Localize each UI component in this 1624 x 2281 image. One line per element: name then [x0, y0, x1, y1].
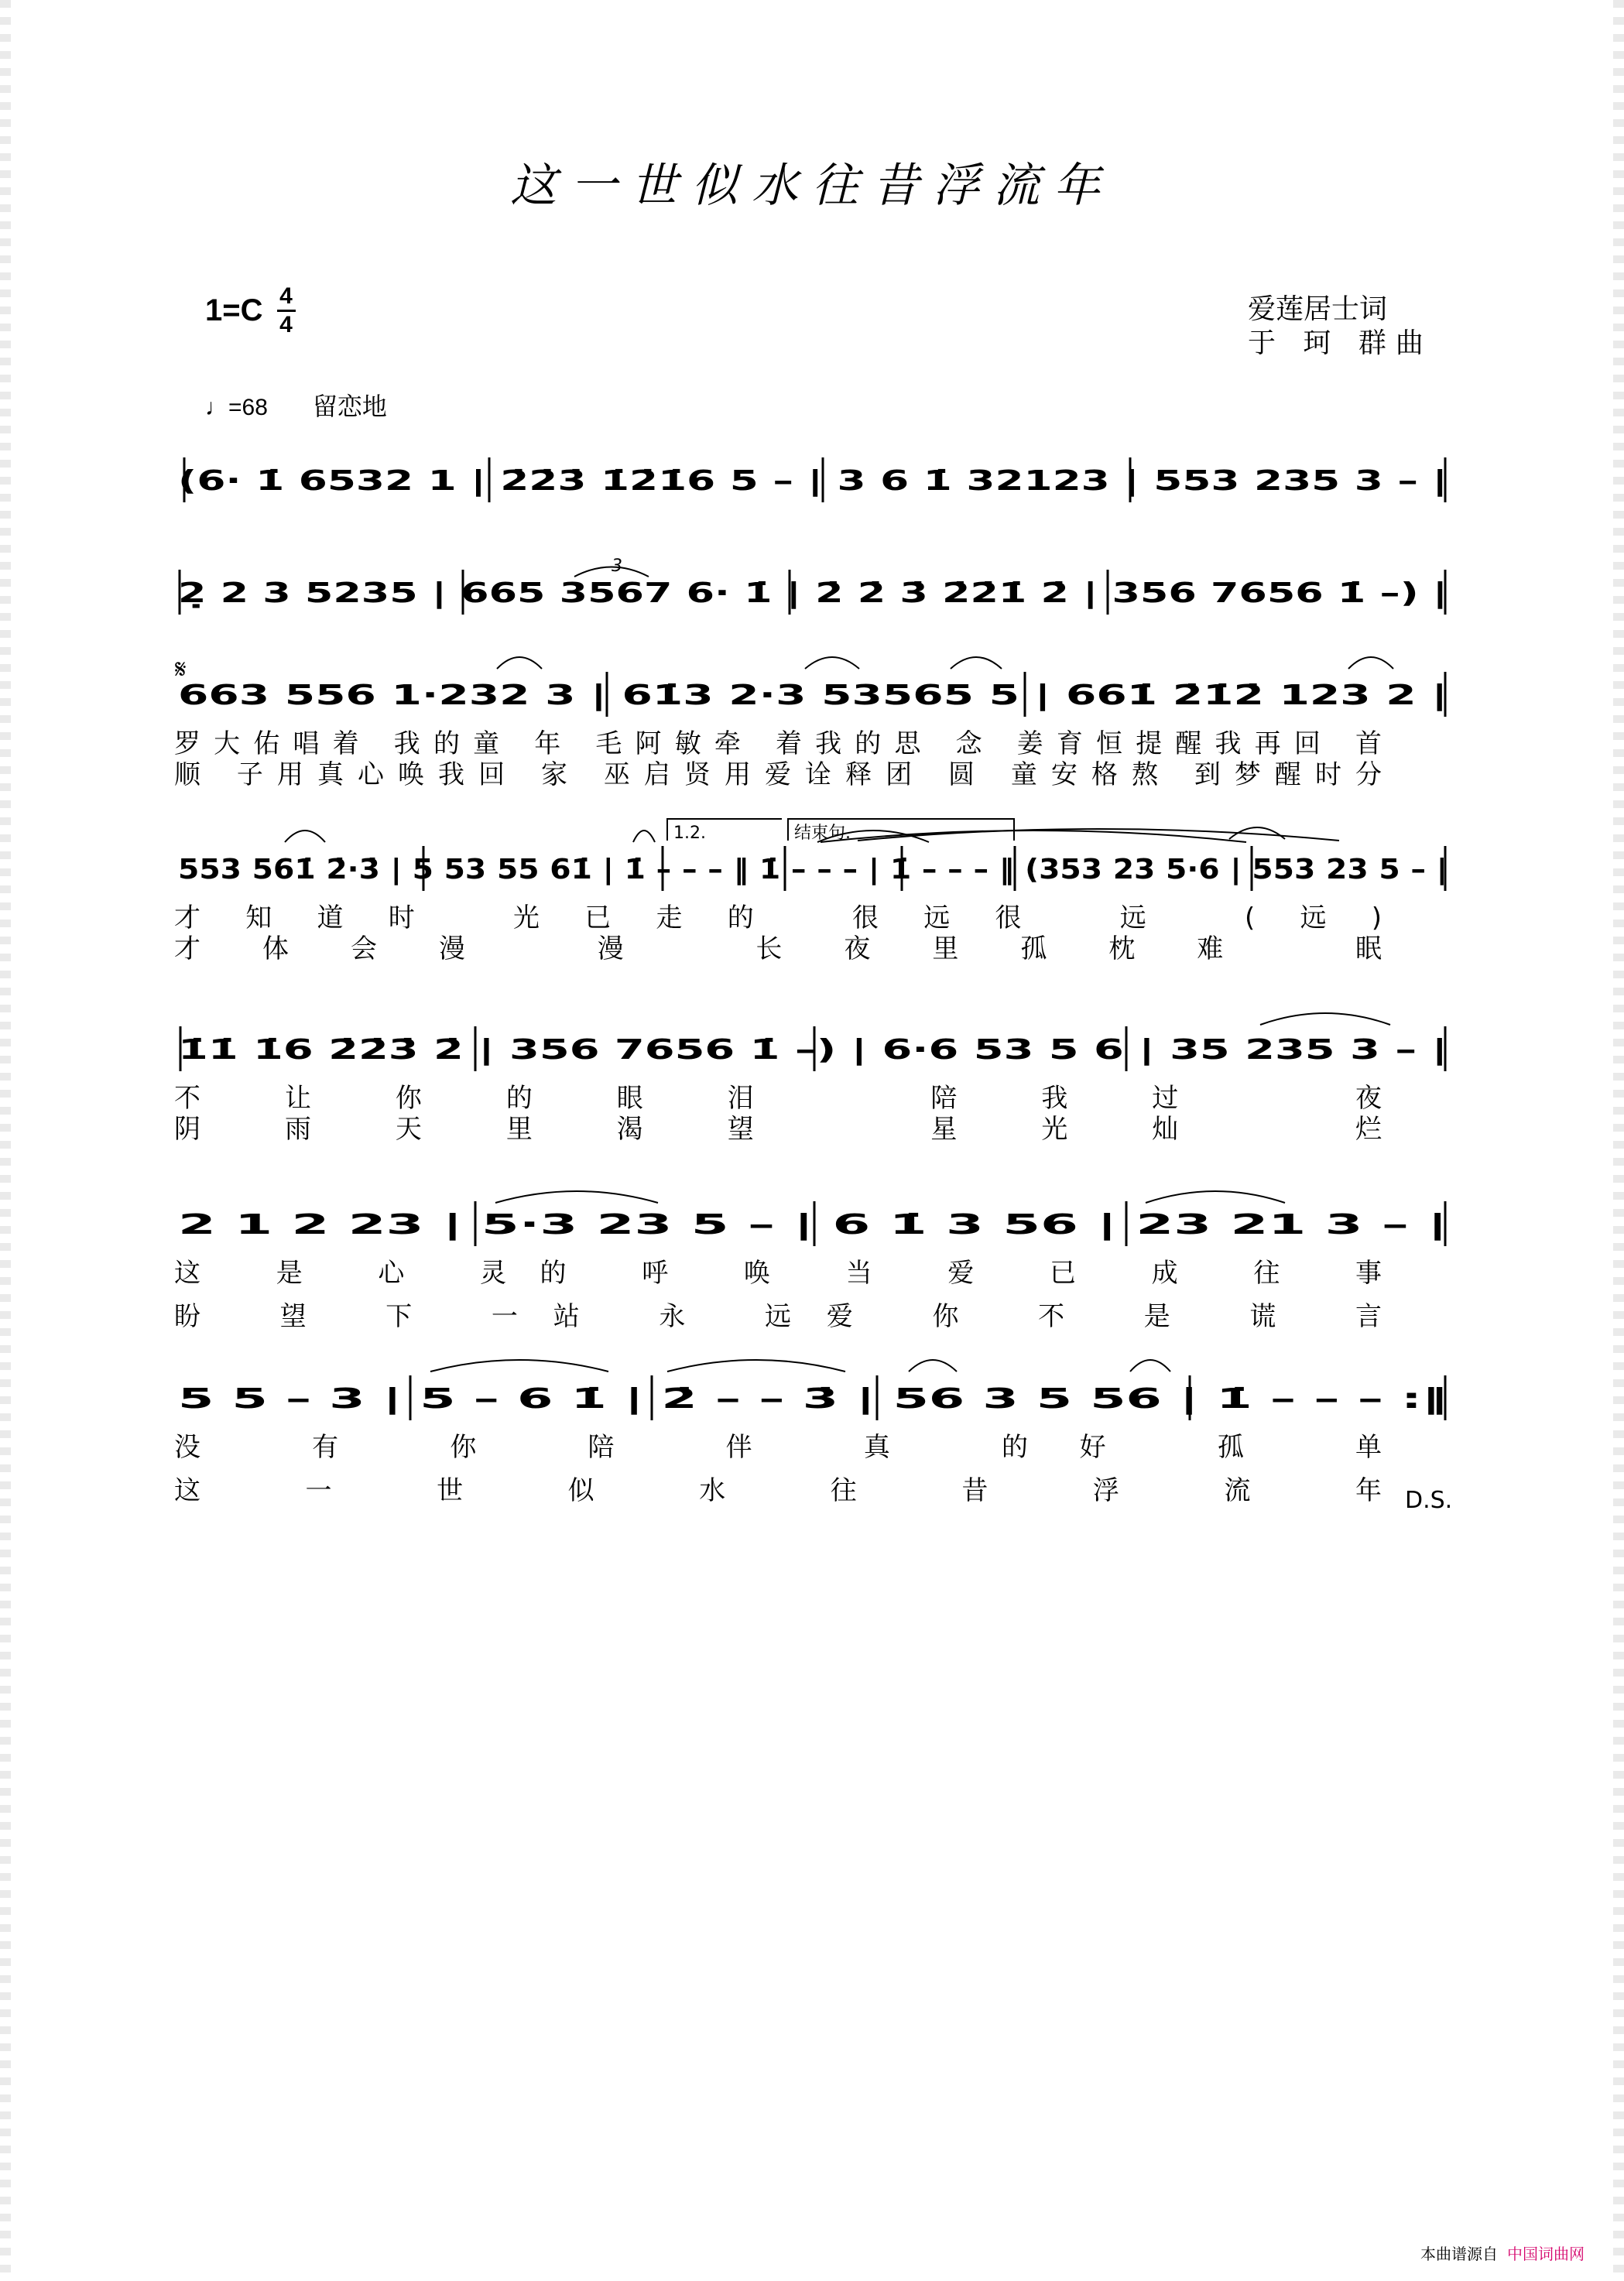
footer-brand: 中国词曲网 [1507, 2245, 1585, 2263]
song-title: 这一世似水往昔浮流年 [510, 159, 1114, 213]
slur [430, 1360, 608, 1372]
slur [1130, 1360, 1170, 1372]
slur [805, 657, 859, 669]
lyrics-verse2-row-5: 阴雨天里渴望 星光灿 烂 [174, 1114, 1382, 1145]
slur [1260, 1013, 1390, 1025]
slur [495, 1191, 658, 1203]
slur [1348, 657, 1393, 669]
lyrics-verse1-row-4: 才知道时 光已走的 很远很 远 (远) [174, 902, 1382, 933]
first-ending-label: 1.2. [673, 824, 706, 843]
footer-credit [1420, 2242, 1585, 2264]
lyrics-verse1-row-3: 罗大佑唱着 我的童 年 毛阿敏牵 着我的思 念 姜育恒提醒我再回 首 [174, 728, 1382, 759]
slur [1146, 1191, 1285, 1203]
tempo-marking: ♩=68 [205, 395, 268, 420]
lyrics-verse2-row-3: 顺 子用真心唤我回 家 巫启贤用爱诠释团 圆 童安格熬 到梦醒时分 [174, 759, 1382, 790]
slur [497, 657, 542, 669]
key-signature: 1=C [205, 293, 263, 327]
notation-row-7: 5 5 – 3 | 5 – 6 1̇ | 2̇ – – 3̇ | 56 3 5 56 | 1̇ – – – :‖ [178, 1383, 1448, 1415]
lyricist: 爱莲居士词 [1248, 293, 1388, 325]
dal-segno-mark: D.S. [1405, 1487, 1453, 1514]
slur [909, 1360, 957, 1372]
lyrics-verse1-row-6: 这 是 心 灵的 呼 唤 当 爱 已 成 往 事 [174, 1258, 1382, 1289]
slur [667, 1360, 845, 1372]
slur [858, 829, 1339, 841]
notation-row-5: 1̇1̇ 1̇6 2̇2̇3̇ 2̇ | 356 7656 1̇ –) | 6·6 53 5 6 | 35 235 3 – | [178, 1034, 1448, 1066]
time-signature-numerator: 4 [279, 283, 293, 309]
lyrics-verse1-row-5: 不让你的眼泪 陪我过 夜 [174, 1083, 1382, 1114]
time-signature-denominator: 4 [279, 312, 293, 337]
notation-row-3: 663 556 1·232 3 | 61̇3 2·3 53565 5 | 661̇ 2̇1̇2̇ 123 2 | [178, 680, 1448, 711]
footer-source: 本曲谱源自 [1420, 2245, 1498, 2263]
lyrics-verse2-row-4: 才体会漫 漫 长夜里孤枕难 眠 [174, 933, 1382, 964]
lyrics-verse1-row-7: 没 有 你 陪 伴 真 的好 孤 单 [174, 1432, 1382, 1463]
notation-row-6: 2 1 2 23 | 5·3 23 5 – | 6 1̇ 3 56 | 23 21 3 – | [178, 1209, 1448, 1241]
final-ending-label: 结束句. [794, 824, 851, 843]
expression-marking: 留恋地 [312, 392, 387, 421]
notation-row-1: (6· 1̇ 6532 1 | 2̇2̇3̇ 1̇2̇1̇6 5 – | 3 6 1̇ 32123 | 553 235 3 – | [178, 465, 1448, 497]
lyrics-verse2-row-7: 这 一 世 似 水 往 昔 浮 流 年 [174, 1475, 1382, 1506]
slur [1229, 827, 1285, 839]
composer: 于 珂 群曲 [1248, 327, 1433, 359]
slur [285, 831, 325, 842]
notation-row-2: 2̣ 2 3 5235 | 665 3567 6· 1̇ | 2̇ 2̇ 3̇ 2̇2̇1̇ 2̇ | 356 7656 1̇ –) | [178, 577, 1448, 609]
notation-row-4: 553 561̇ 2̇·3̇ | 5 53 55 61̇ | 1̇ – – – ‖ 1̇ – – – | 1̇ – – – ‖ (353 23 5·6 | 553 23 5 – | [178, 854, 1448, 885]
slur [633, 831, 655, 842]
slur [951, 657, 1002, 669]
triplet-mark: 3 [612, 557, 622, 576]
segno-sign: 𝄋 [175, 654, 187, 685]
slur [821, 831, 1246, 842]
lyrics-verse2-row-6: 盼 望 下 一站 永 远爱 你 不 是 谎 言 [174, 1301, 1382, 1332]
